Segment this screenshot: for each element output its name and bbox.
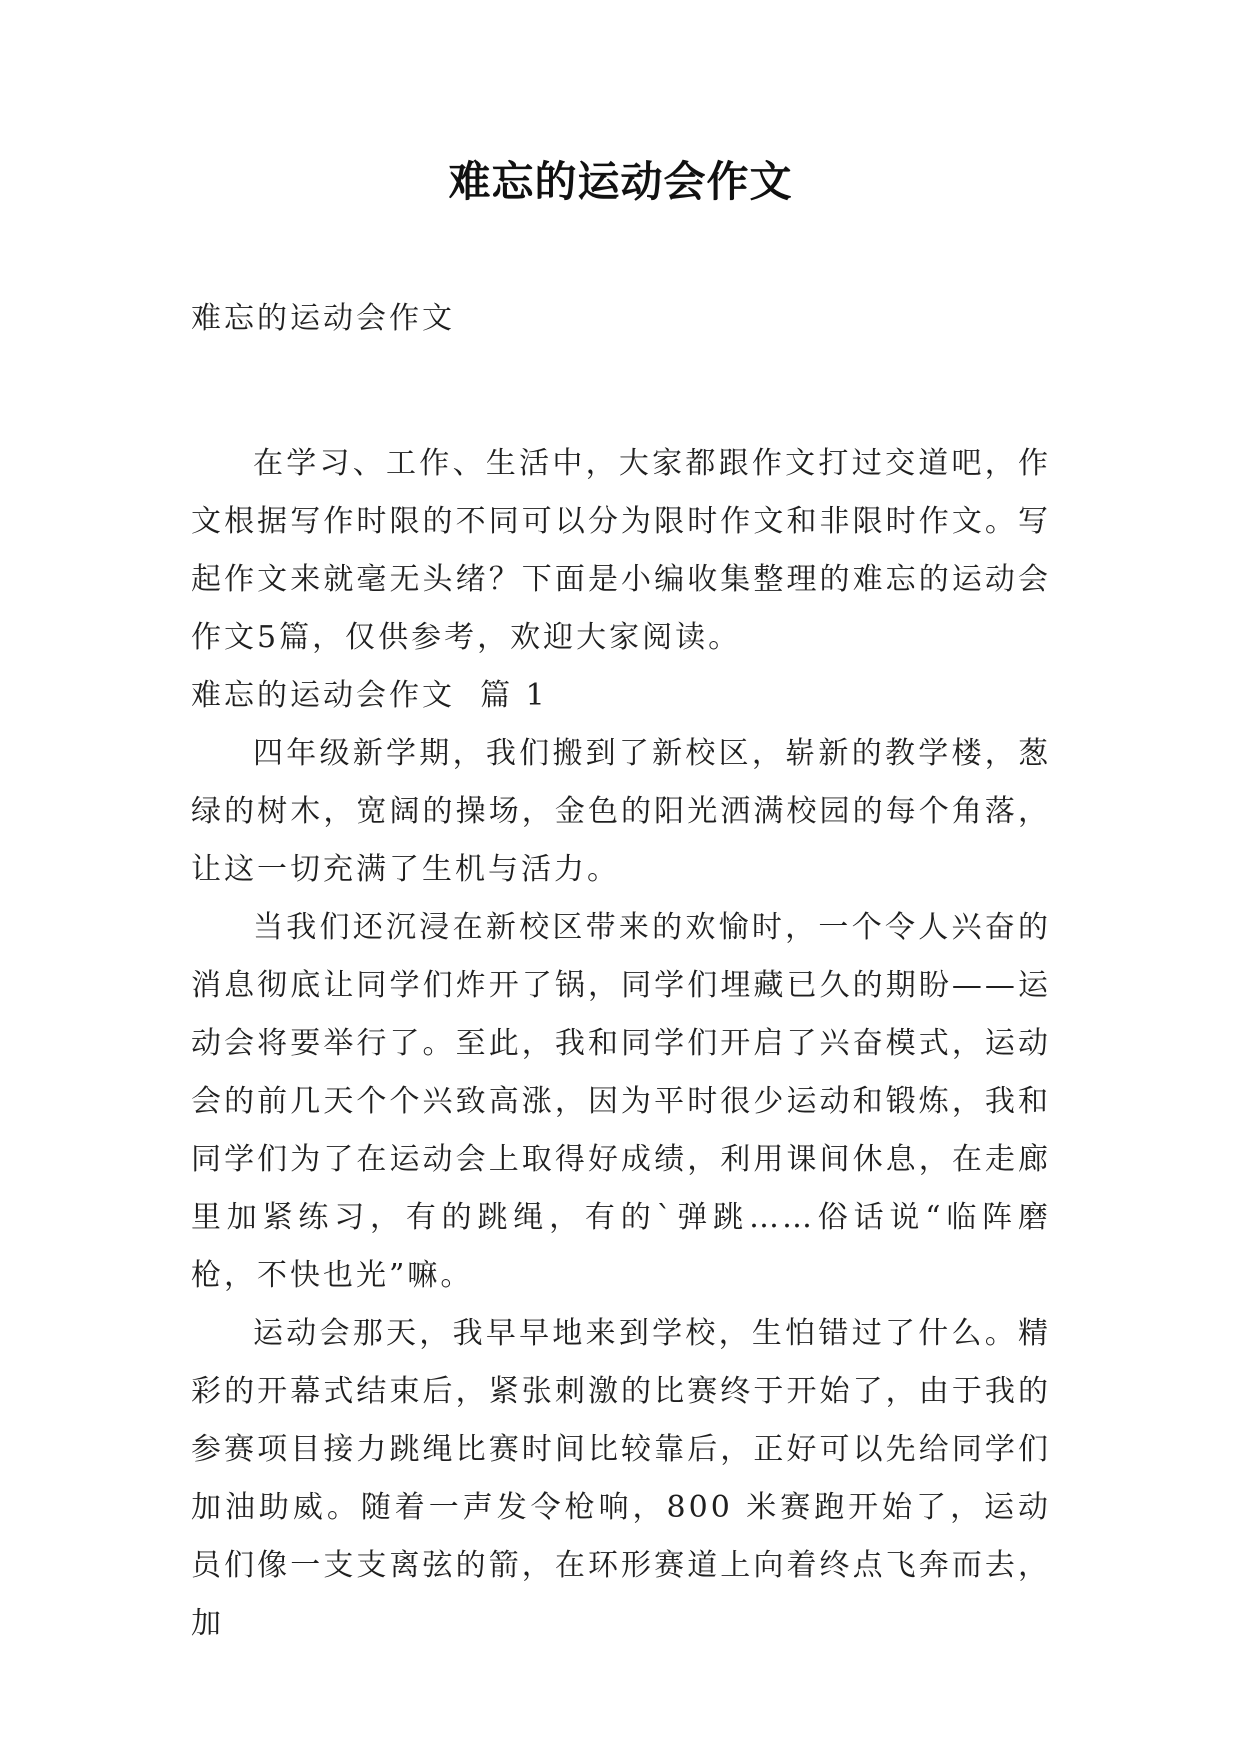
intro-paragraph: 在学习、工作、生活中，大家都跟作文打过交道吧，作文根据写作时限的不同可以分为限时作文和非限时作文。写起作文来就毫无头绪？下面是小编收集整理的难忘的运动会作文5篇，仅供参考，欢迎大家阅读。 [191, 446, 1051, 655]
section-heading: 难忘的运动会作文 篇 1 [191, 678, 548, 713]
document-subtitle: 难忘的运动会作文 [191, 301, 455, 336]
body-paragraph: 当我们还沉浸在新校区带来的欢愉时，一个令人兴奋的消息彻底让同学们炸开了锅，同学们埋藏已久的期盼——运动会将要举行了。至此，我和同学们开启了兴奋模式，运动会的前几天个个兴致高涨，因为平时很少运动和锻炼，我和同学们为了在运动会上取得好成绩，利用课间休息，在走廊里加紧练习，有的跳绳，有的`弹跳……俗话说“临阵磨枪，不快也光”嘛。 [191, 910, 1051, 1293]
body-paragraph: 运动会那天，我早早地来到学校，生怕错过了什么。精彩的开幕式结束后，紧张刺激的比赛终于开始了，由于我的参赛项目接力跳绳比赛时间比较靠后，正好可以先给同学们加油助威。随着一声发令枪响，800 米赛跑开始了，运动员们像一支支离弦的箭，在环形赛道上向着终点飞奔而去，加 [191, 1316, 1051, 1641]
body-paragraph: 四年级新学期，我们搬到了新校区，崭新的教学楼，葱绿的树木，宽阔的操场，金色的阳光洒满校园的每个角落，让这一切充满了生机与活力。 [191, 736, 1051, 887]
document-title: 难忘的运动会作文 [448, 157, 793, 206]
document-body [191, 290, 1051, 1653]
